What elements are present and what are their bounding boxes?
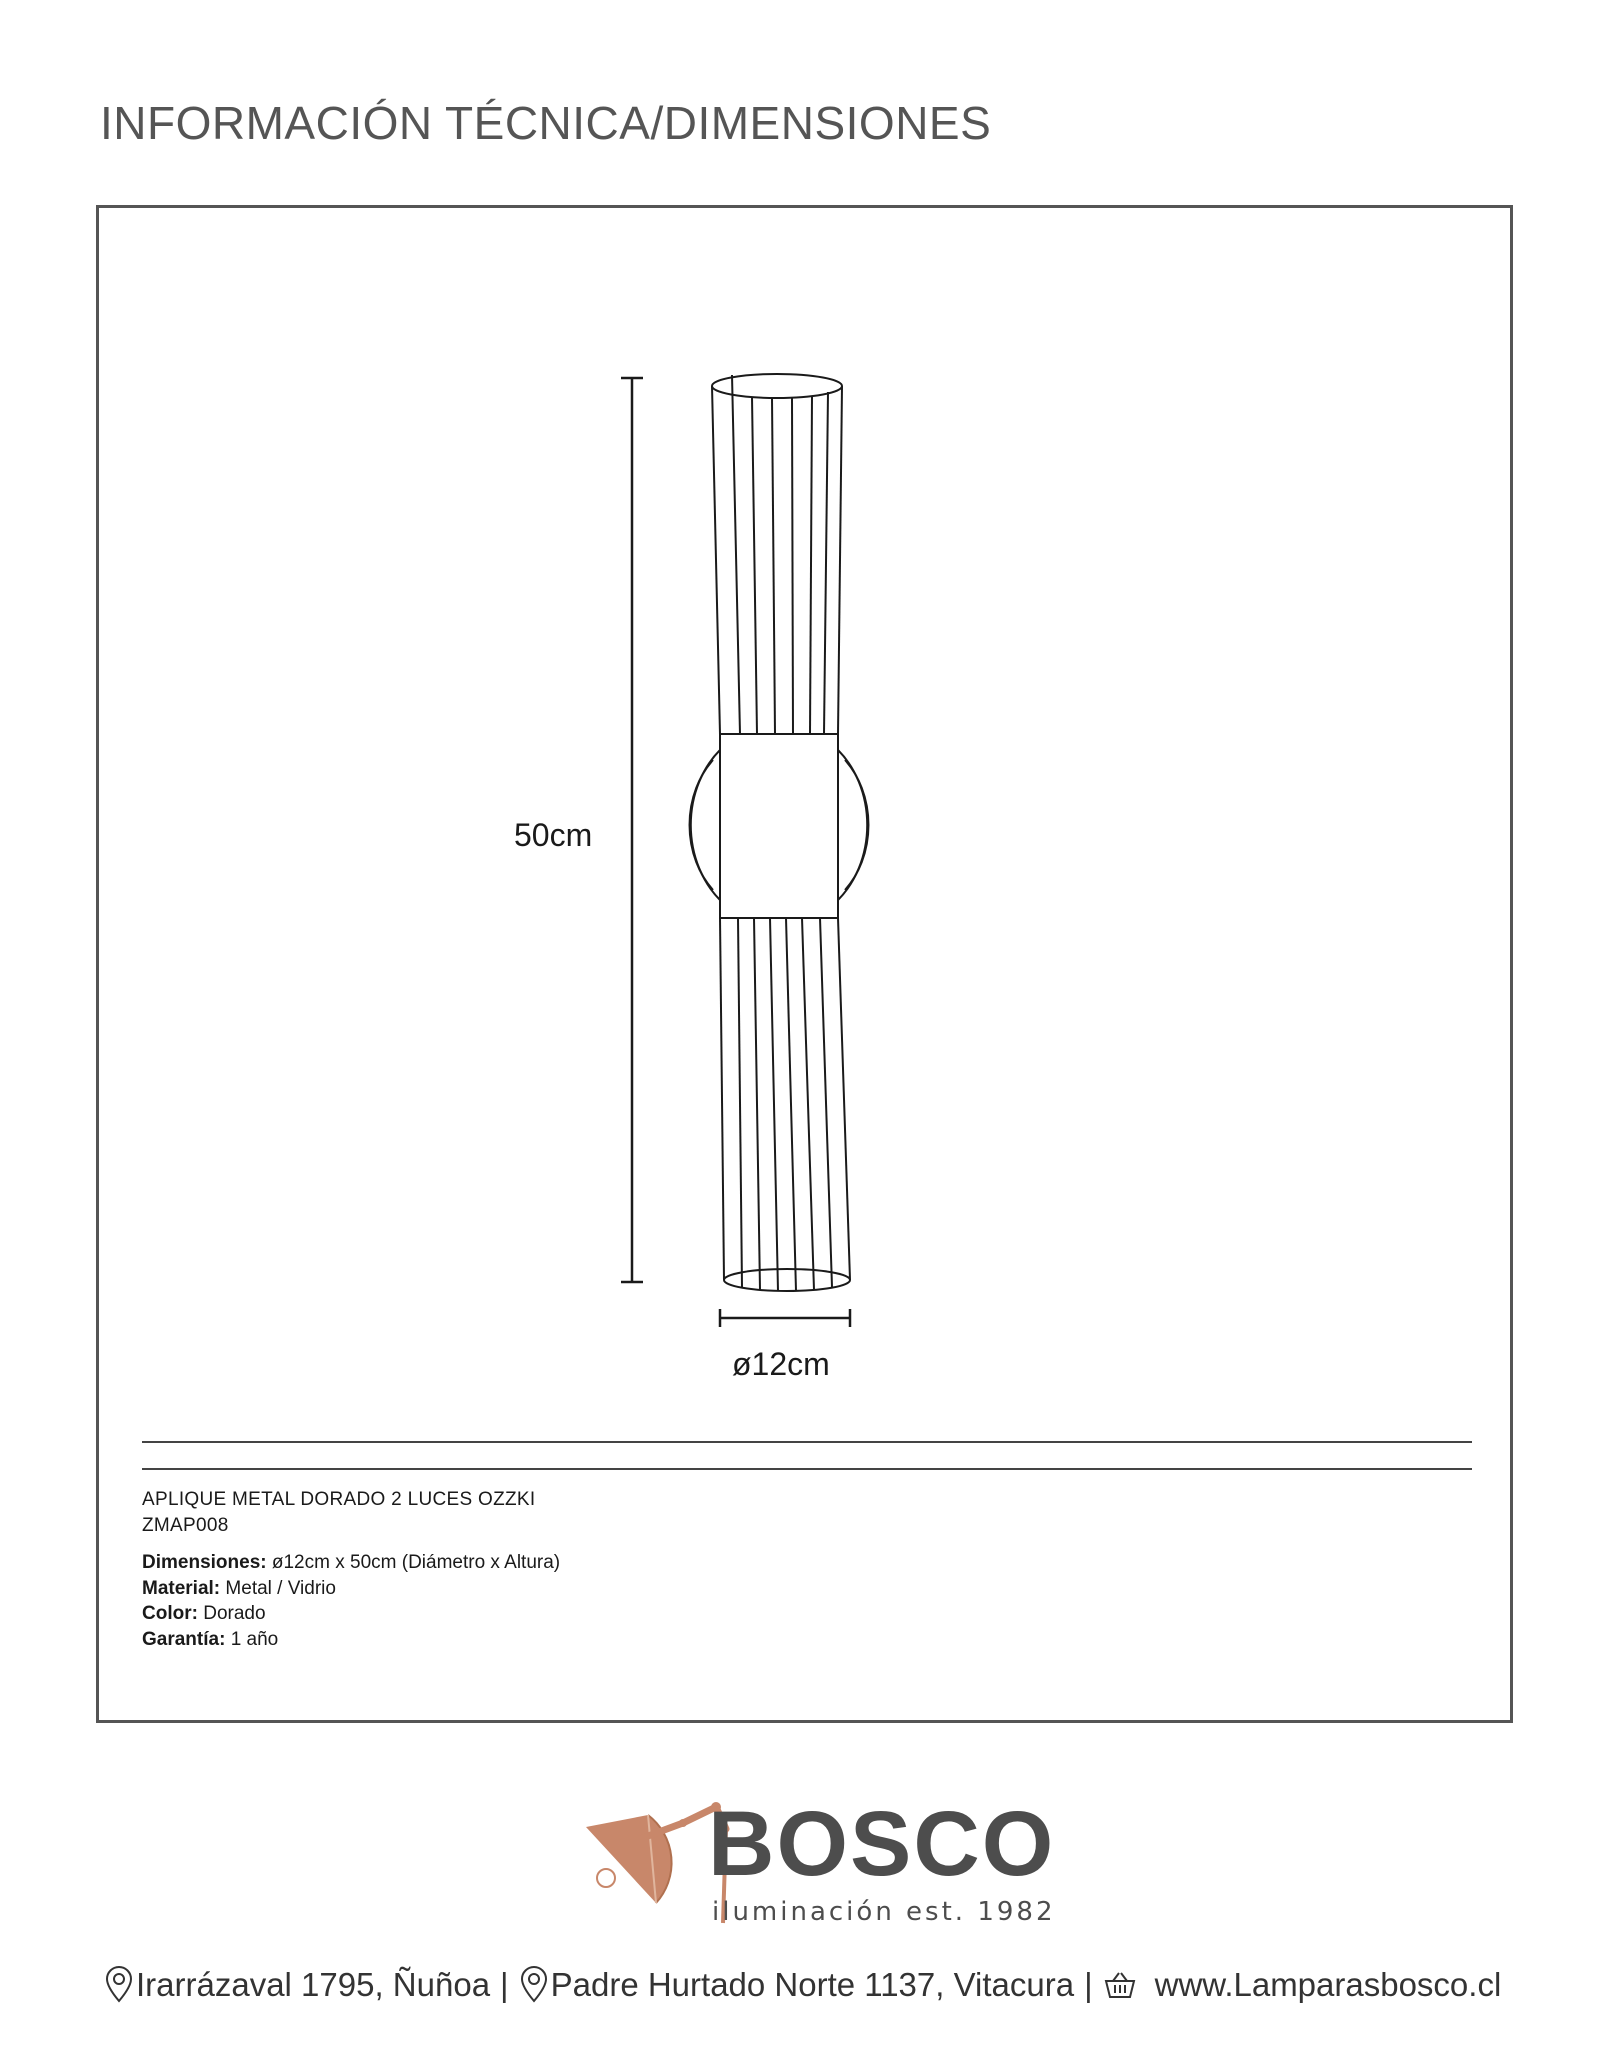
page-title: INFORMACIÓN TÉCNICA/DIMENSIONES bbox=[100, 97, 992, 149]
shopping-basket-icon bbox=[1103, 1970, 1137, 2000]
location-pin-icon bbox=[519, 1966, 549, 2004]
spec-color: Color: Dorado bbox=[142, 1603, 266, 1624]
diameter-label: ø12cm bbox=[732, 1346, 830, 1382]
footer-separator: | bbox=[500, 1966, 509, 2003]
location-pin-icon bbox=[104, 1966, 134, 2004]
height-label: 50cm bbox=[514, 817, 593, 853]
lamp-top-tube bbox=[712, 374, 842, 734]
divider-bottom bbox=[142, 1468, 1472, 1470]
product-specs bbox=[142, 1487, 560, 1652]
lamp-bottom-tube bbox=[720, 918, 850, 1291]
website-link[interactable]: www.Lamparasbosco.cl bbox=[1154, 1966, 1502, 2003]
brand-name: BOSCO bbox=[708, 1793, 1056, 1895]
spec-warranty: Garantía: 1 año bbox=[142, 1628, 279, 1650]
spec-dimensions: Dimensiones: ø12cm x 50cm (Diámetro x Altura) bbox=[142, 1552, 561, 1573]
product-code: ZMAP008 bbox=[142, 1514, 229, 1536]
divider-top bbox=[142, 1441, 1472, 1443]
brand-tagline: iluminación est. 1982 bbox=[712, 1897, 1056, 1927]
footer-contact bbox=[104, 1966, 1501, 2004]
footer-separator: | bbox=[1084, 1966, 1093, 2003]
product-name: APLIQUE METAL DORADO 2 LUCES OZZKI bbox=[142, 1489, 536, 1510]
height-dimension-line bbox=[621, 378, 643, 1282]
address-nunoa: Irarrázaval 1795, Ñuñoa bbox=[136, 1966, 491, 2003]
spec-material: Material: Metal / Vidrio bbox=[142, 1577, 336, 1599]
diameter-dimension-line bbox=[720, 1309, 850, 1327]
lamp-center-body bbox=[690, 734, 869, 918]
address-vitacura: Padre Hurtado Norte 1137, Vitacura bbox=[550, 1966, 1075, 2003]
